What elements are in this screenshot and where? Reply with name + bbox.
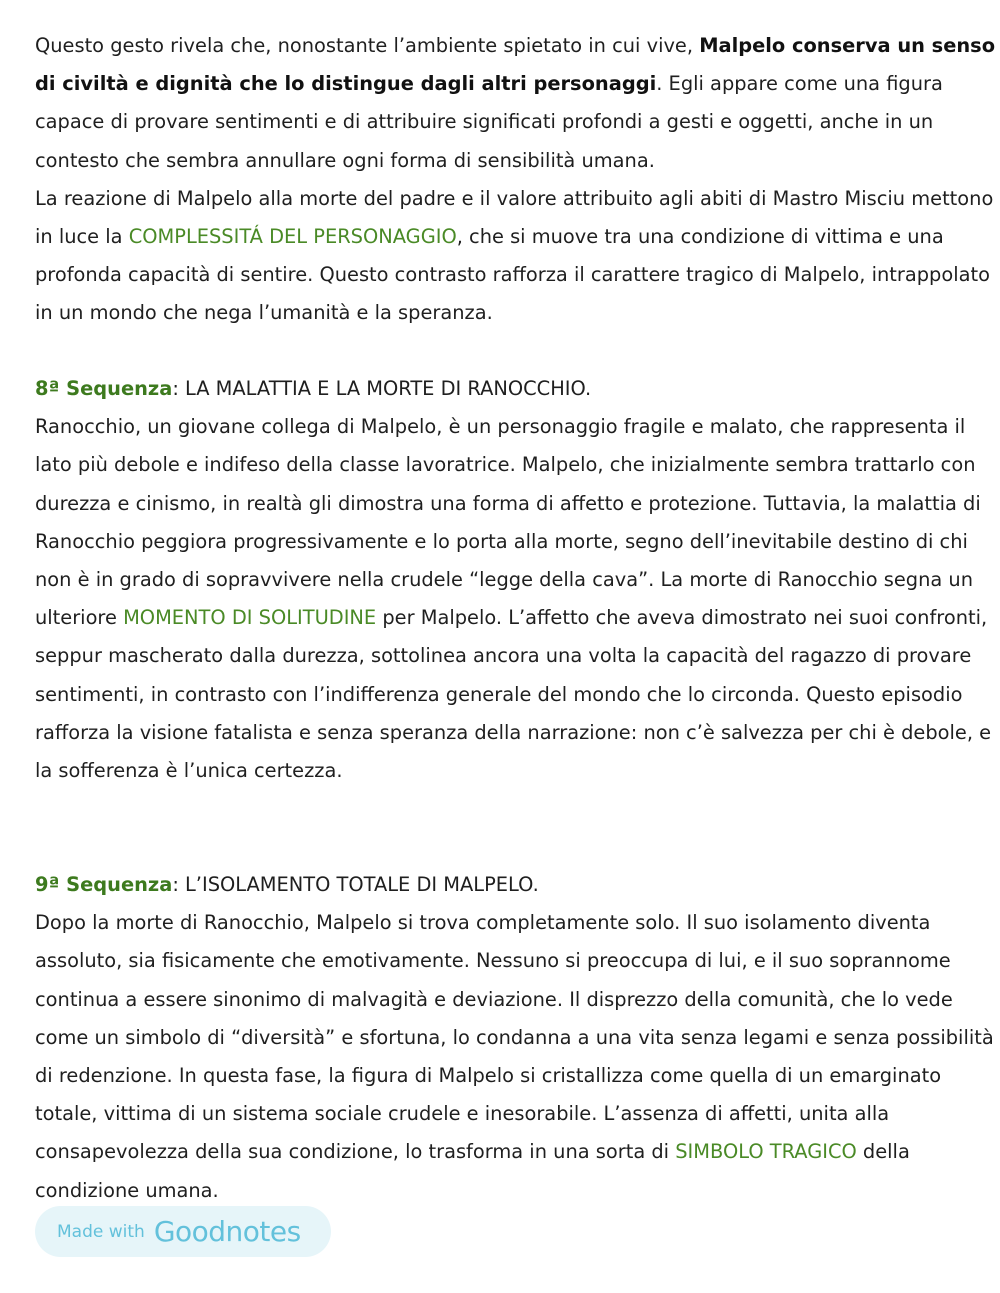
paragraph-malpelo-dignity xyxy=(35,27,1000,333)
section9-title: : L’ISOLAMENTO TOTALE DI MALPELO. xyxy=(172,873,539,896)
section8-text-1: Ranocchio, un giovane collega di Malpelo, è un personaggio fragile e malato, che rappresenta il lato più debole e indifeso della classe lavoratrice. Malpelo, che inizialmente sembra trattarlo con durezza e cinismo, in realtà gli dimostra una forma di affetto e protezione. Tuttavia, la malattia di Ranocchio peggiora progressivamente e lo porta alla morte, segno dell’inevitabile destino di chi non è in grado di sopravvivere nella crudele “legge della cava”. La morte di Ranocchio segna un ulteriore xyxy=(35,415,981,630)
section9-text-1: Dopo la morte di Ranocchio, Malpelo si trova completamente solo. Il suo isolamento diventa assoluto, sia fisicamente che emotivamente. Nessuno si preoccupa di lui, e il suo soprannome continua a essere sinonimo di malvagità e deviazione. Il disprezzo della comunità, che lo vede come un simbolo di “diversità” e sfortuna, lo condanna a una vita senza legami e senza possibilità di redenzione. In questa fase, la figura di Malpelo si cristallizza come quella di un emarginato totale, vittima di un sistema sociale crudele e inesorabile. L’assenza di affetti, unita alla consapevolezza della sua condizione, lo trasforma in una sorta di xyxy=(35,911,994,1164)
section8-title: : LA MALATTIA E LA MORTE DI RANOCCHIO. xyxy=(172,377,592,400)
section8-highlight: MOMENTO DI SOLITUDINE xyxy=(123,606,377,630)
goodnotes-logo: Goodnotes xyxy=(153,1215,301,1248)
section8-text-2: per Malpelo. L’affetto che aveva dimostrato nei suoi confronti, seppur mascherato dalla durezza, sottolinea ancora una volta la capacità del ragazzo di provare sentimenti, in contrasto con l’indifferenza generale del mondo che lo circonda. Questo episodio rafforza la visione fatalista e senza speranza della narrazione: non c’è salvezza per chi è debole, e la sofferenza è l’unica certezza. xyxy=(35,606,992,783)
section9-label: 9ª Sequenza xyxy=(35,873,173,896)
paragraph1-highlight: COMPLESSITÁ DEL PERSONAGGIO xyxy=(128,225,457,249)
paragraph1-text-3: La reazione di Malpelo alla morte del padre e il valore attribuito agli abiti di Mastro Misciu mettono in luce la xyxy=(35,186,994,249)
paragraph1-text-1: Questo gesto rivela che, nonostante l’ambiente spietato in cui vive, xyxy=(35,34,700,57)
section-9 xyxy=(35,866,1000,1210)
paragraph1-text-4: , che si muove tra una condizione di vittima e una profonda capacità di sentire. Questo contrasto rafforza il carattere tragico di Malpelo, intrappolato in un mondo che nega l’umanità e la speranza. xyxy=(35,225,990,325)
section9-highlight: SIMBOLO TRAGICO xyxy=(675,1140,857,1164)
paragraph1-text-2: . Egli appare come una figura capace di provare sentimenti e di attribuire significati profondi a gesti e oggetti, anche in un contesto che sembra annullare ogni forma di sensibilità umana. xyxy=(35,72,943,172)
badge-made-with-label: Made with xyxy=(57,1221,145,1242)
section-8 xyxy=(35,370,1000,790)
section9-text-2: della condizione umana. xyxy=(35,1140,910,1202)
made-with-goodnotes-badge[interactable] xyxy=(35,1206,331,1257)
paragraph1-bold-statement: Malpelo conserva un senso di civiltà e dignità che lo distingue dagli altri personaggi xyxy=(35,34,996,96)
section8-label: 8ª Sequenza xyxy=(35,377,173,400)
